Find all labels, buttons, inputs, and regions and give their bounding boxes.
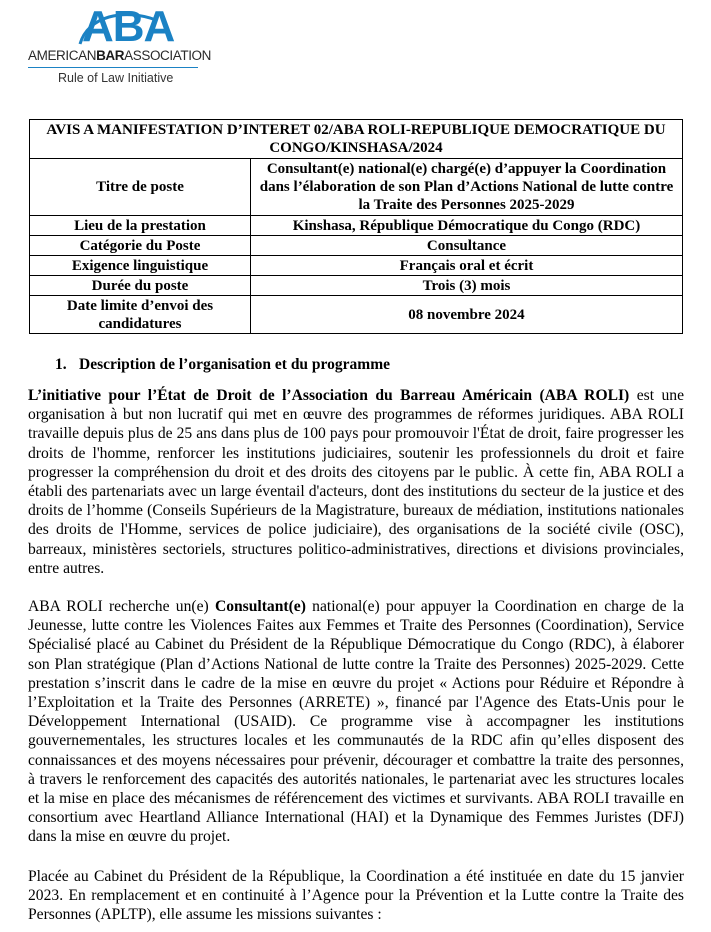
logo-word-american: AMERICAN (28, 48, 97, 63)
row-value: Kinshasa, République Démocratique du Congo (RDC) (251, 216, 683, 236)
table-row (30, 236, 683, 256)
row-label: Durée du poste (30, 276, 251, 296)
section-number: 1. (55, 356, 67, 373)
paragraph-bold-lead: L’initiative pour l’État de Droit de l’Association du Barreau Américain (ABA ROLI) (28, 387, 630, 404)
table-row (30, 296, 683, 334)
aba-logo-letters: ABA (82, 2, 175, 51)
vacancy-info-table (29, 119, 683, 334)
row-value: Consultance (251, 236, 683, 256)
paragraph-bold-consultant: Consultant(e) (214, 598, 306, 615)
logo-subtitle: Rule of Law Initiative (58, 71, 174, 85)
row-label: Exigence linguistique (30, 256, 251, 276)
logo-word-bar: BAR (96, 48, 125, 63)
aba-logo-mark (28, 2, 198, 51)
row-value: Consultant(e) national(e) chargé(e) d’appuyer la Coordination dans l’élaboration de son Plan d’Actions National de lutte contre la Traite des Personnes 2025-2029 (251, 159, 683, 216)
row-label: Titre de poste (30, 159, 251, 216)
logo-word-association: ASSOCIATION (124, 48, 211, 63)
table-header: AVIS A MANIFESTATION D’INTERET 02/ABA ROLI-REPUBLIQUE DEMOCRATIQUE DU CONGO/KINSHASA/2024 (30, 120, 683, 159)
section-heading (55, 356, 390, 374)
aba-logo (28, 2, 211, 85)
table-header-row (30, 120, 683, 159)
paragraph-aba-roli (28, 386, 684, 578)
row-value: Français oral et écrit (251, 256, 683, 276)
row-label: Lieu de la prestation (30, 216, 251, 236)
paragraph-text-pre: ABA ROLI recherche un(e) (28, 598, 215, 615)
table-row (30, 276, 683, 296)
row-label: Catégorie du Poste (30, 236, 251, 256)
table-row (30, 216, 683, 236)
table-row (30, 256, 683, 276)
paragraph-text: est une organisation à but non lucratif qui met en œuvre des programmes de réformes juridiques. ABA ROLI travaille depuis plus de 25 ans dans plus de 100 pays pour promouvoir l'État de droit, faire progresser les droits de l'homme, renforcer les institutions judiciaires, soutenir les professionnels du droit et faire progresser la compréhension du droit et des droits des citoyens par le public. À cette fin, ABA ROLI a établi des partenariats avec un large éventail d'acteurs, dont des institutions du secteur de la justice et des droits de l’homme (Conseils Supérieurs de la Magistrature, bureaux de médiation, institutions nationales des droits de l'Homme, services de police judiciaire), des organisations de la société civile (OSC), barreaux, ministères sectoriels, structures politico-administratives, directions et divisions provinciales, entre autres. (28, 387, 684, 577)
row-value: Trois (3) mois (251, 276, 683, 296)
logo-divider (28, 67, 198, 68)
table-row (30, 159, 683, 216)
paragraph-text: national(e) pour appuyer la Coordination en charge de la Jeunesse, lutte contre les Violences Faites aux Femmes et Traite des Personnes (Coordination), Service Spécialisé placé au Cabinet du Président de la République Démocratique du Congo (RDC), à élaborer son Plan stratégique (Plan d’Actions National de lutte contre la Traite des Personnes) 2025-2029. Cette prestation s’inscrit dans le cadre de la mise en œuvre du projet « Actions pour Réduire et Répondre à l’Exploitation et la Traite des Personnes (ARRETE) », financé par l'Agence des Etats-Unis pour le Développement International (USAID). Ce programme vise à accompagner les institutions gouvernementales, les structures locales et les communautés de la RDC afin qu’elles disposent des connaissances et des moyens nécessaires pour prévenir, décourager et combattre la traite des personnes, à travers le renforcement des capacités des autorités nationales, le partenariat avec les structures locales et la mise en place des mécanismes de référencement des victimes et survivants. ABA ROLI travaille en consortium avec Heartland Alliance International (HAI) et la Dynamique des Femmes Juristes (DFJ) dans la mise en œuvre du projet. (28, 598, 685, 846)
row-label: Date limite d’envoi des candidatures (30, 296, 251, 334)
section-title: Description de l’organisation et du programme (79, 356, 390, 373)
paragraph-consultant (28, 597, 684, 847)
paragraph-coordination: Placée au Cabinet du Président de la République, la Coordination a été instituée en date du 15 janvier 2023. En remplacement et en continuité à l’Agence pour la Prévention et la Lutte contre la Traite des Personnes (APLTP), elle assume les missions suivantes : (28, 868, 684, 924)
row-value: 08 novembre 2024 (251, 296, 683, 334)
